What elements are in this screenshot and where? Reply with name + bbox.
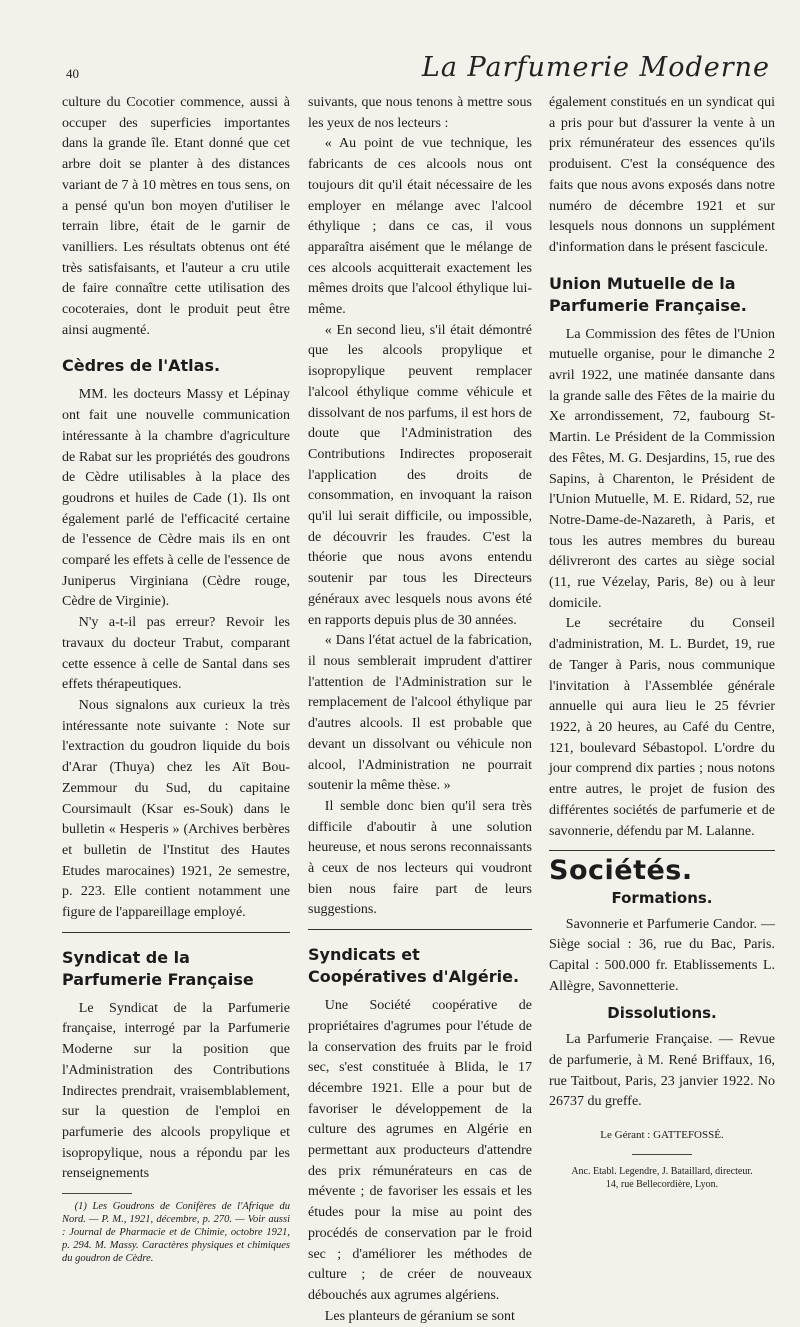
paragraph: « Au point de vue technique, les fabricants de ces alcools nous ont toujours dit qu'il était nécessaire de les employer en mélange avec l'alcool éthylique ; dans ce cas, il vous apparaîtra aisément que le mélange de ces alcools acquitterait exactement les mêmes droits que l'alcool éthylique lui-même. <box>308 136 532 318</box>
paragraph: Savonnerie et Parfumerie Candor. — Siège social : 36, rue du Bac, Paris. Capital : 500.000 fr. Etablissements L. Allègre, Savonnetterie. <box>549 916 775 994</box>
paragraph: N'y a-t-il pas erreur? Revoir les travaux du docteur Trabut, comparant cette essence à celle de Santal dans ses effets thérapeutiques. <box>62 615 290 693</box>
paragraph: culture du Cocotier commence, aussi à occuper des superficies importantes dans la grande île. Etant donné que cet arbre doit se planter à des distances variant de 7 à 10 mètres en tous sens, on a pensé qu'un bon moyen d'utiliser le terrain libre, était de le garnir de vanilliers. Les résultats obtenus ont été très satisfaisants, et l'auteur a cru utile de faire connaître cette utilisation des cocoteraies, dont le produit peut être ainsi augmenté. <box>62 95 290 338</box>
paragraph: Une Société coopérative de propriétaires d'agrumes pour l'étude de la conservation des fruits par le froid sec, s'est constituée à Blida, le 17 décembre 1921. Elle a pour but de favoriser le développement de la culture des agrumes en Algérie en permettant aux producteurs d'attendre des prix rémunérateurs en cas de mévente ; de favoriser les essais et les études pour la mise au point des procédés de conservation par le froid sec ; d'améliorer les méthodes de culture ; de créer de nouveaux débouchés aux agrumes algériens. <box>308 998 532 1303</box>
printer-line-2: 14, rue Bellecordière, Lyon. <box>605 1178 719 1190</box>
paragraph: La Parfumerie Française. — Revue de parfumerie, à M. René Briffaux, 16, rue Taitbout, Paris, 23 janvier 1922. No 26737 du greffe. <box>549 1032 775 1110</box>
column-1 <box>62 93 290 1265</box>
section-heading-syndicats-algerie: Syndicats et Coopératives d'Algérie. <box>308 945 520 987</box>
footnote-divider <box>62 1193 132 1194</box>
section-divider <box>62 932 290 933</box>
section-heading-societes: Sociétés. <box>549 855 693 887</box>
page-number: 40 <box>66 66 79 81</box>
paragraph: suivants, que nous tenons à mettre sous les yeux de nos lecteurs : <box>308 95 532 131</box>
section-heading-syndicat: Syndicat de la Parfumerie Française <box>62 947 254 989</box>
imprint-divider <box>632 1154 692 1155</box>
column-3 <box>549 93 775 1191</box>
gerant-line: Le Gérant : GATTEFOSSÉ. <box>600 1128 724 1141</box>
paragraph: Le Syndicat de la Parfumerie française, interrogé par la Parfumerie Moderne sur la position que l'Administration des Contributions Indirectes prendrait, vraisemblablement, sur la question de l'emploi en parfumerie des alcools propylique et isopropylique, nous a répondu par les renseignements <box>62 1000 290 1182</box>
paragraph: La Commission des fêtes de l'Union mutuelle organise, pour le dimanche 2 avril 1922, une matinée dansante dans la grande salle des Fêtes de la mairie du Xe arrondissement, 72, faubourg St-Martin. Le Président de la Commission des Fêtes, M. G. Desjardins, 15, rue des Sapins, à Charenton, le Président de l'Union Mutuelle, M. E. Ridard, 52, rue Notre-Dame-de-Nazareth, à Paris, et tous les autres membres du bureau délivreront des cartes au siège social (11, rue Vézelay, Paris, 8e) ou à leur domicile. <box>549 326 775 611</box>
paragraph: Nous signalons aux curieux la très intéressante note suivante : Note sur l'extraction du goudron liquide du bois d'Arar (Thuya) chez les Aït Bou-Zemmour du Sud, du capitaine Coursimault (Ksar es-Souk) dans le bulletin « Hesperis » (Archives berbères et bulletin de l'Institut des Hautes Etudes marocaines) 1921, 2e semestre, p. 223. Elle contient notamment une figure de l'appareillage employé. <box>62 697 290 921</box>
paragraph: « En second lieu, s'il était démontré que les alcools propylique et isopropylique peuvent remplacer l'alcool éthylique comme véhicule et dissolvant de nos parfums, il est hors de doute que l'Administration des Contributions Indirectes proposerait l'application des droits de consommation, en invoquant la raison qu'il lui serait difficile, ou impossible, de découvrir les fraudes. C'est la théorie que nous avons entendu soutenir par tous les Directeurs généraux avec lesquels nous avons été en rapports depuis plus de 30 années. <box>308 322 532 628</box>
section-heading-union-mutuelle: Union Mutuelle de la Parfumerie Française. <box>549 273 747 315</box>
section-divider <box>549 850 775 851</box>
journal-masthead: La Parfumerie Moderne <box>421 52 770 83</box>
footnote: (1) Les Goudrons de Conifères de l'Afrique du Nord. — P. M., 1921, décembre, p. 270. — Voir aussi : Journal de Pharmacie et de Chimie, octobre 1921, p. 294. M. Massy. Caractères physiques et chimiques du goudron de Cèdre. <box>62 1201 290 1265</box>
printer-line-1: Anc. Etabl. Legendre, J. Bataillard, directeur. <box>571 1165 753 1177</box>
paragraph: Il semble donc bien qu'il sera très difficile d'aboutir à une solution heureuse, et nous serons reconnaissants à ceux de nos lecteurs qui voudront bien nous faire part de leurs suggestions. <box>308 798 532 918</box>
column-2 <box>308 93 532 1327</box>
paragraph: également constitués en un syndicat qui a pris pour but d'assurer la vente à un prix rémunérateur des essences qu'ils produisent. C'est la conséquence des faits que nous avons exposés dans notre numéro de décembre 1921 et sur lesquels nous donnons un supplément d'information dans le présent fascicule. <box>549 95 775 255</box>
section-heading-cedres: Cèdres de l'Atlas. <box>62 356 221 376</box>
paragraph: « Dans l'état actuel de la fabrication, il nous semblerait imprudent d'attirer l'attention de l'Administration sur le remplacement de l'alcool éthylique par d'autres alcools. Il est probable que devant un dissolvant ou véhicule non alcool, l'Administration ne pourrait soutenir la même thèse. » <box>308 633 532 794</box>
subheading-dissolutions: Dissolutions. <box>607 1004 717 1023</box>
paragraph: Les planteurs de géranium se sont <box>324 1308 515 1324</box>
subheading-formations: Formations. <box>611 888 713 907</box>
section-divider <box>308 929 532 930</box>
paragraph: MM. les docteurs Massy et Lépinay ont fait une nouvelle communication intéressante à la chambre d'agriculture de Rabat sur les propriétés des goudrons de Cèdre utilisables à la place des goudrons et huiles de Cade (1). Ils ont également parlé de l'efficacité certaine de l'essence de Cèdre mais ils en ont comparé les effets à celle de l'essence de Juniperus Virginiana (Cèdre rouge, Cèdre de Virginie). <box>62 387 290 610</box>
paragraph: Le secrétaire du Conseil d'administration, M. L. Burdet, 19, rue de Tanger à Paris, nous communique l'invitation à l'Assemblée générale annuelle qui aura lieu le 25 février 1922, à 20 heures, au Café du Centre, 121, boulevard Sébastopol. L'ordre du jour comprend dix parties ; nous notons entre autres, le projet de fusion des différentes sociétés de parfumerie et de savonnerie, défendu par M. Lalanne. <box>549 616 775 839</box>
